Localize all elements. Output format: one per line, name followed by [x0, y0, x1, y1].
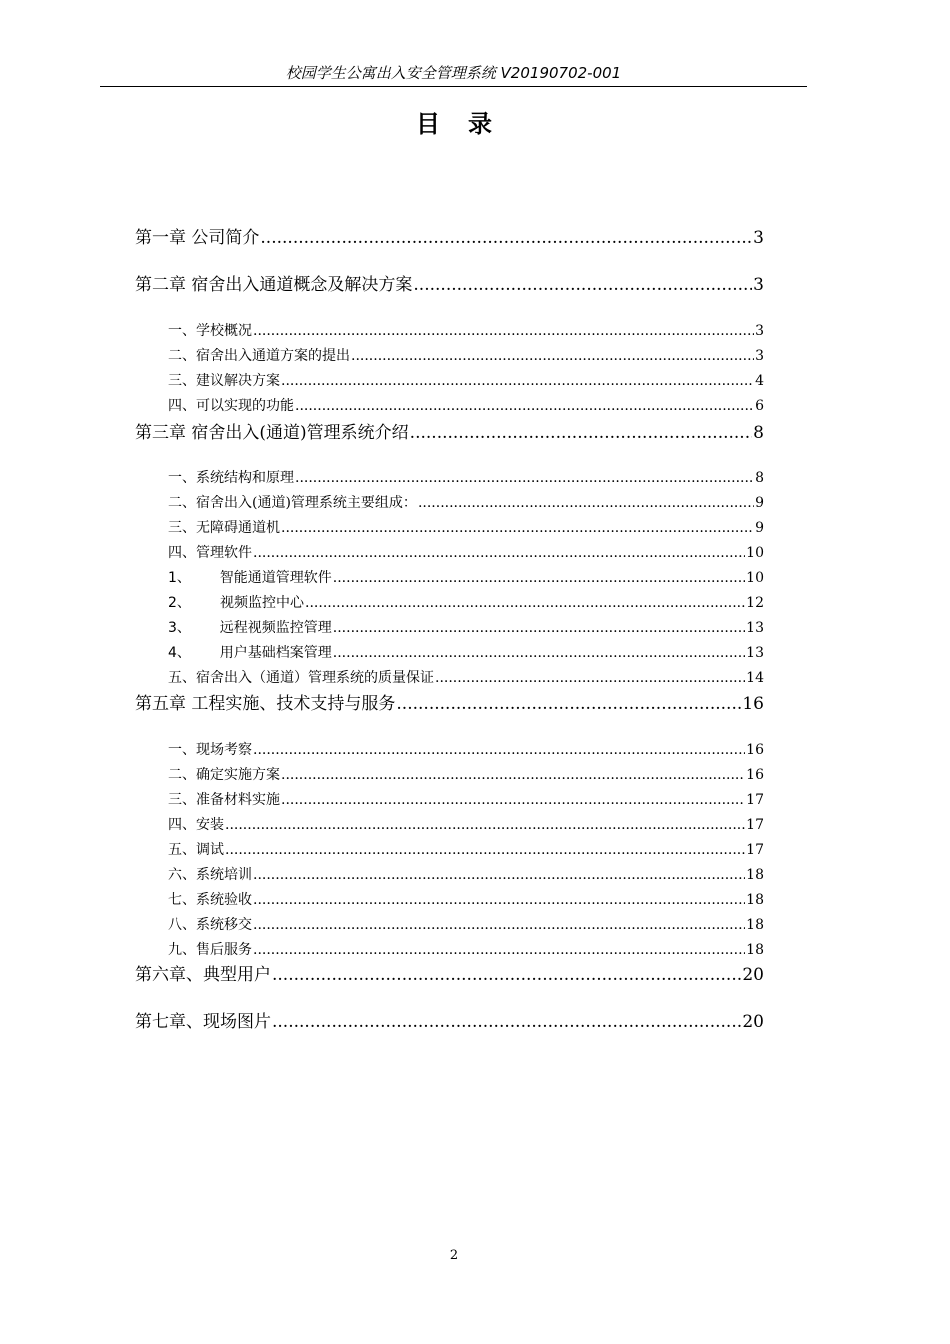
toc-entry-page: 13: [746, 645, 764, 661]
toc-entry-page: 16: [746, 742, 764, 758]
toc-entry-page: 3: [755, 323, 764, 339]
toc-entry-page: 18: [746, 942, 764, 958]
toc-chapter-entry[interactable]: [135, 421, 764, 445]
toc-entry-label: 视频监控中心: [220, 595, 305, 611]
toc-entry-page: 8: [755, 470, 764, 486]
toc-section-entry[interactable]: [168, 371, 764, 391]
toc-section-entry[interactable]: [168, 593, 764, 613]
toc-dot-leader: [225, 840, 745, 860]
toc-entry-page: 8: [753, 423, 764, 443]
toc-entry-label: 五、调试: [168, 842, 224, 858]
toc-entry-label: 三、无障碍通道机: [168, 520, 280, 536]
toc-dot-leader: [418, 493, 754, 513]
toc-dot-leader: [253, 890, 745, 910]
toc-entry-number: 2、: [168, 595, 191, 611]
toc-entry-number: 1、: [168, 570, 191, 586]
toc-section-entry[interactable]: [168, 568, 764, 588]
toc-dot-leader: [260, 226, 752, 250]
toc-entry-label: 九、售后服务: [168, 942, 252, 958]
toc-dot-leader: [435, 668, 745, 688]
toc-section-entry[interactable]: [168, 321, 764, 341]
toc-entry-label: 一、现场考察: [168, 742, 252, 758]
toc-section-entry[interactable]: [168, 493, 764, 513]
toc-entry-page: 9: [755, 495, 764, 511]
toc-section-entry[interactable]: [168, 915, 764, 935]
toc-section-entry[interactable]: [168, 643, 764, 663]
toc-entry-label: 八、系统移交: [168, 917, 252, 933]
toc-entry-label: 第二章 宿舍出入通道概念及解决方案: [135, 275, 413, 295]
toc-section-entry[interactable]: [168, 396, 764, 416]
toc-dot-leader: [281, 371, 754, 391]
toc-entry-label: 用户基础档案管理: [219, 645, 332, 661]
toc-entry-label: 五、宿舍出入（通道）管理系统的质量保证: [168, 670, 434, 686]
toc-entry-page: 17: [746, 817, 764, 833]
toc-section-entry[interactable]: [168, 890, 764, 910]
toc-entry-page: 3: [753, 275, 764, 295]
toc-entry-label: 第三章 宿舍出入(通道)管理系统介绍: [135, 423, 409, 443]
toc-section-entry[interactable]: [168, 346, 764, 366]
toc-dot-leader: [253, 321, 754, 341]
toc-dot-leader: [413, 273, 752, 297]
toc-dot-leader: [253, 915, 745, 935]
toc-entry-page: 3: [753, 228, 764, 248]
toc-entry-label: 智能通道管理软件: [219, 570, 332, 586]
toc-entry-label: 四、可以实现的功能: [168, 398, 294, 414]
toc-entry-page: 17: [746, 792, 764, 808]
toc-dot-leader: [410, 421, 753, 445]
toc-entry-label: 一、学校概况: [168, 323, 252, 339]
toc-entry-number: 4、: [168, 645, 191, 661]
toc-entry-page: 18: [746, 867, 764, 883]
toc-title: 目录: [416, 110, 520, 138]
toc-section-entry[interactable]: [168, 790, 764, 810]
toc-entry-label: 七、系统验收: [168, 892, 252, 908]
toc-dot-leader: [225, 815, 745, 835]
toc-entry-label: 四、管理软件: [168, 545, 252, 561]
toc-entry-label: 二、宿舍出入(通道)管理系统主要组成：: [168, 495, 417, 511]
toc-dot-leader: [333, 568, 745, 588]
toc-entry-number: 3、: [168, 620, 191, 636]
toc-dot-leader: [295, 468, 754, 488]
toc-entry-page: 20: [742, 1012, 764, 1032]
toc-dot-leader: [295, 396, 754, 416]
toc-dot-leader: [333, 643, 745, 663]
toc-section-entry[interactable]: [168, 543, 764, 563]
running-header: 校园学生公寓出入安全管理系统 V20190702-001: [285, 64, 622, 82]
toc-chapter-entry[interactable]: [135, 226, 764, 250]
toc-entry-label: 第七章、现场图片: [135, 1012, 271, 1032]
toc-entry-page: 14: [746, 670, 764, 686]
toc-chapter-entry[interactable]: [135, 963, 764, 987]
toc-entry-page: 10: [746, 570, 764, 586]
toc-dot-leader: [272, 963, 741, 987]
toc-entry-page: 12: [746, 595, 764, 611]
toc-dot-leader: [305, 593, 745, 613]
toc-entry-label: 三、建议解决方案: [168, 373, 280, 389]
toc-entry-page: 9: [755, 520, 764, 536]
toc-entry-page: 20: [742, 965, 764, 985]
toc-entry-label: 六、系统培训: [168, 867, 252, 883]
toc-entry-page: 3: [755, 348, 764, 364]
toc-section-entry[interactable]: [168, 468, 764, 488]
toc-dot-leader: [272, 1010, 741, 1034]
toc-entry-page: 6: [755, 398, 764, 414]
toc-dot-leader: [253, 543, 745, 563]
toc-dot-leader: [253, 740, 745, 760]
toc-chapter-entry[interactable]: [135, 692, 764, 716]
toc-section-entry[interactable]: [168, 865, 764, 885]
toc-entry-label: 第一章 公司简介: [135, 228, 260, 248]
toc-entry-page: 18: [746, 892, 764, 908]
toc-chapter-entry[interactable]: [135, 273, 764, 297]
toc-dot-leader: [281, 790, 745, 810]
toc-section-entry[interactable]: [168, 840, 764, 860]
toc-section-entry[interactable]: [168, 668, 764, 688]
toc-entry-page: 10: [746, 545, 764, 561]
toc-section-entry[interactable]: [168, 815, 764, 835]
header-rule: [100, 86, 807, 87]
toc-entry-label: 四、安装: [168, 817, 224, 833]
toc-dot-leader: [253, 940, 745, 960]
toc-entry-label: 一、系统结构和原理: [168, 470, 294, 486]
toc-entry-page: 4: [755, 373, 764, 389]
toc-entry-page: 17: [746, 842, 764, 858]
toc-section-entry[interactable]: [168, 740, 764, 760]
toc-entry-label: 二、确定实施方案: [168, 767, 280, 783]
toc-entry-label: 第六章、典型用户: [135, 965, 271, 985]
toc-entry-label: 三、准备材料实施: [168, 792, 280, 808]
toc-entry-page: 13: [746, 620, 764, 636]
toc-entry-label: 二、宿舍出入通道方案的提出: [168, 348, 350, 364]
toc-entry-page: 18: [746, 917, 764, 933]
toc-dot-leader: [253, 865, 745, 885]
toc-section-entry[interactable]: [168, 518, 764, 538]
toc-entry-label: 第五章 工程实施、技术支持与服务: [135, 694, 396, 714]
toc-chapter-entry[interactable]: [135, 1010, 764, 1034]
toc-section-entry[interactable]: [168, 940, 764, 960]
toc-entry-label: 远程视频监控管理: [219, 620, 332, 636]
toc-dot-leader: [281, 765, 745, 785]
toc-dot-leader: [333, 618, 745, 638]
page-number: 2: [449, 1248, 459, 1263]
toc-section-entry[interactable]: [168, 765, 764, 785]
toc-dot-leader: [351, 346, 754, 366]
toc-entry-page: 16: [742, 694, 764, 714]
toc-section-entry[interactable]: [168, 618, 764, 638]
toc-dot-leader: [281, 518, 754, 538]
toc-dot-leader: [396, 692, 741, 716]
toc-entry-page: 16: [746, 767, 764, 783]
